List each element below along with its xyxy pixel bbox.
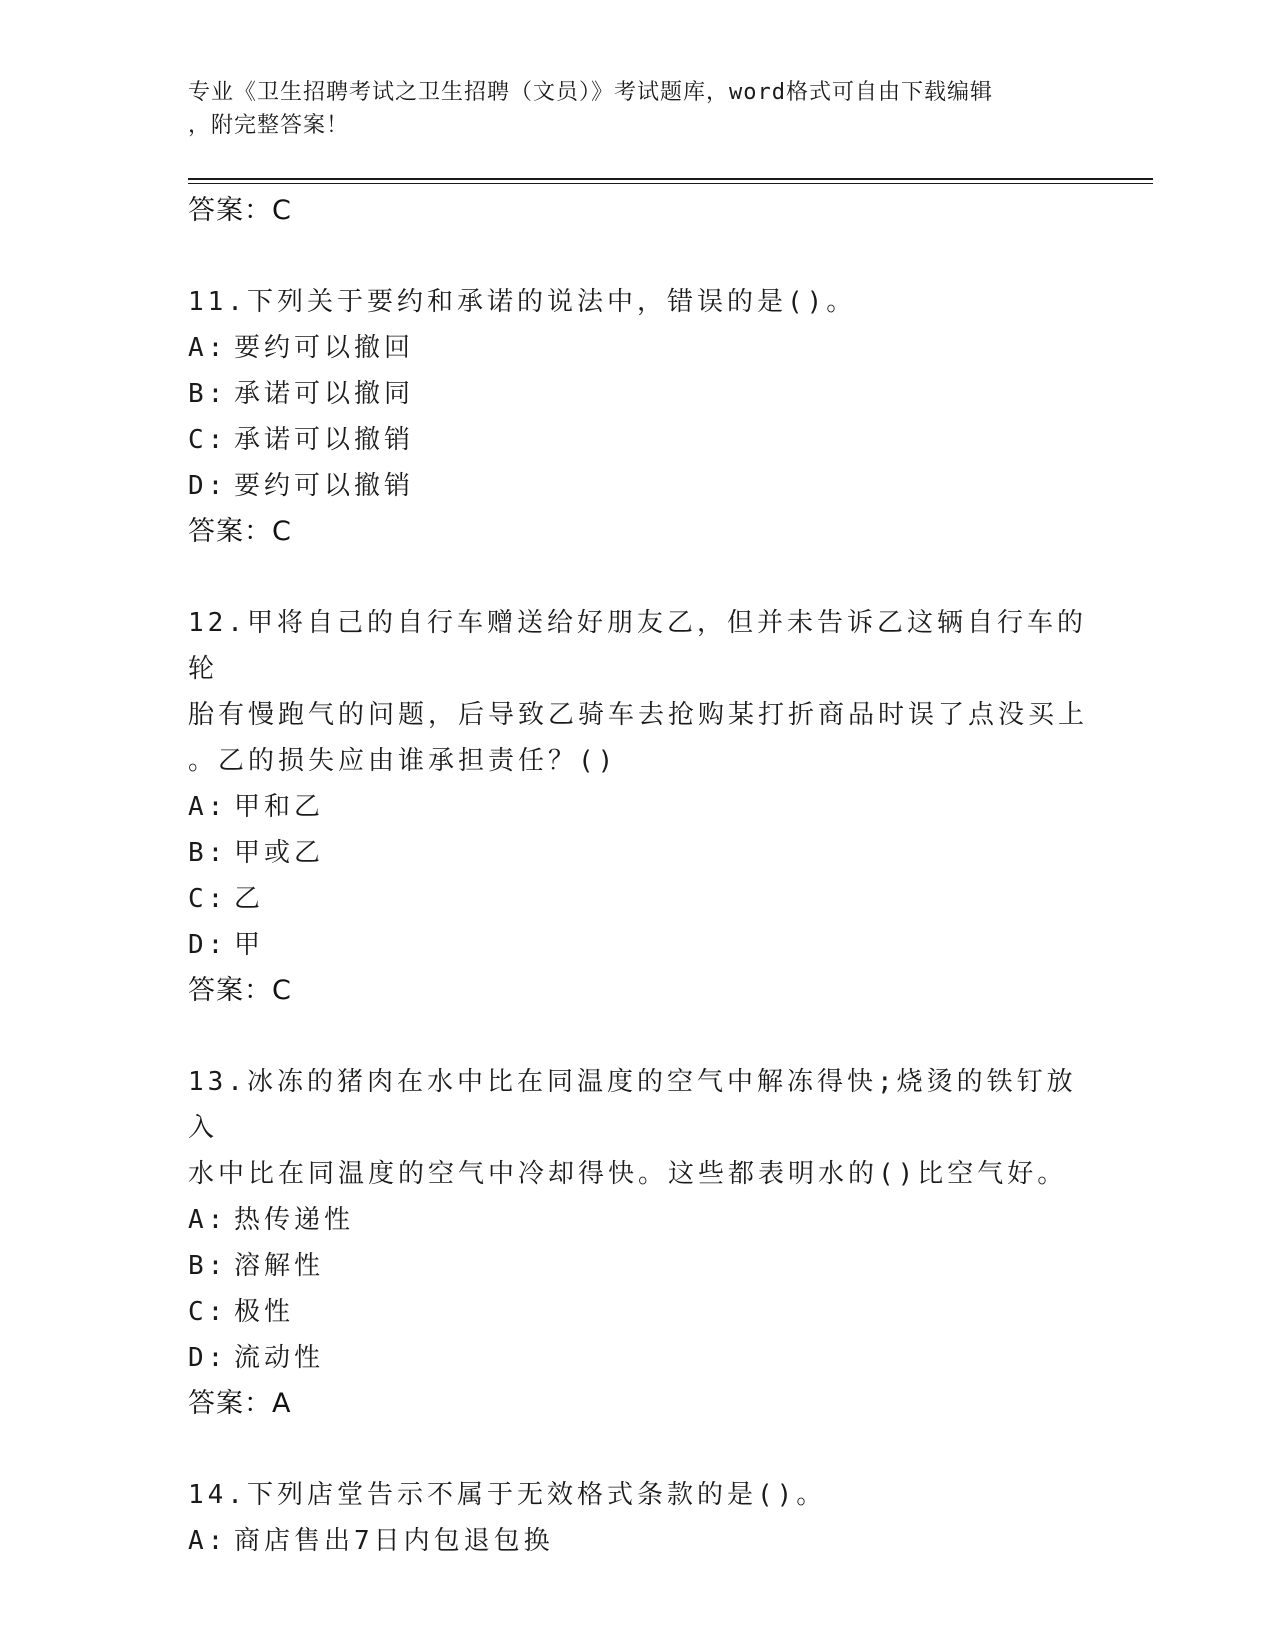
option-letter: B: (188, 379, 228, 409)
option-a (188, 1197, 1088, 1243)
option-b (188, 1243, 1088, 1289)
option-c (188, 1289, 1088, 1335)
question-block (188, 1059, 1088, 1426)
option-letter: C: (188, 1297, 228, 1327)
option-letter: A: (188, 1205, 228, 1235)
option-d (188, 463, 1088, 509)
option-text: 甲 (234, 930, 265, 960)
option-text: 承诺可以撤销 (234, 425, 415, 455)
question-stem-line: 胎有慢跑气的问题，后导致乙骑车去抢购某打折商品时误了点没买上 (188, 700, 1089, 730)
option-text: 流动性 (234, 1343, 325, 1373)
answer-line: 答案：A (188, 1388, 292, 1419)
header-divider-thin (188, 183, 1153, 184)
header-divider (188, 178, 1153, 180)
answer-line: 答案：C (188, 195, 292, 226)
answer-line: 答案：C (188, 516, 292, 547)
option-d (188, 922, 1088, 968)
option-letter: D: (188, 471, 228, 501)
option-letter: A: (188, 792, 228, 822)
header-line-1: 专业《卫生招聘考试之卫生招聘（文员）》考试题库，word格式可自由下载编辑 (188, 80, 993, 105)
question-block (188, 279, 1088, 554)
option-text: 乙 (234, 884, 265, 914)
option-a (188, 325, 1088, 371)
option-c (188, 417, 1088, 463)
option-b (188, 830, 1088, 876)
option-letter: A: (188, 1526, 228, 1556)
option-text: 甲和乙 (234, 792, 325, 822)
option-d (188, 1335, 1088, 1381)
question-stem-line: 12.甲将自己的自行车赠送给好朋友乙，但并未告诉乙这辆自行车的轮 (188, 608, 1087, 684)
option-letter: C: (188, 425, 228, 455)
question-stem-line: 13.冰冻的猪肉在水中比在同温度的空气中解冻得快;烧烫的铁钉放入 (188, 1067, 1077, 1143)
option-text: 甲或乙 (234, 838, 325, 868)
option-letter: B: (188, 1251, 228, 1281)
document-body (188, 188, 1088, 1564)
option-b (188, 371, 1088, 417)
question-stem-line: 。乙的损失应由谁承担责任？() (188, 746, 618, 776)
option-letter: A: (188, 333, 228, 363)
document-header (188, 76, 1088, 142)
question-block (188, 600, 1088, 1013)
option-a (188, 784, 1088, 830)
option-text: 承诺可以撤同 (234, 379, 415, 409)
option-text: 要约可以撤销 (234, 471, 415, 501)
question-stem-line: 水中比在同温度的空气中冷却得快。这些都表明水的()比空气好。 (188, 1159, 1068, 1189)
question-stem-line: 14.下列店堂告示不属于无效格式条款的是()。 (188, 1480, 827, 1510)
option-text: 商店售出7日内包退包换 (234, 1526, 554, 1556)
answer-line: 答案：C (188, 975, 292, 1006)
option-text: 要约可以撤回 (234, 333, 415, 363)
option-letter: D: (188, 1343, 228, 1373)
question-block (188, 1472, 1088, 1564)
header-line-2: ，附完整答案！ (188, 113, 350, 138)
option-c (188, 876, 1088, 922)
option-letter: B: (188, 838, 228, 868)
option-a (188, 1518, 1088, 1564)
option-letter: C: (188, 884, 228, 914)
option-text: 热传递性 (234, 1205, 355, 1235)
option-letter: D: (188, 930, 228, 960)
question-stem-line: 11.下列关于要约和承诺的说法中，错误的是()。 (188, 287, 857, 317)
option-text: 极性 (234, 1297, 295, 1327)
option-text: 溶解性 (234, 1251, 325, 1281)
